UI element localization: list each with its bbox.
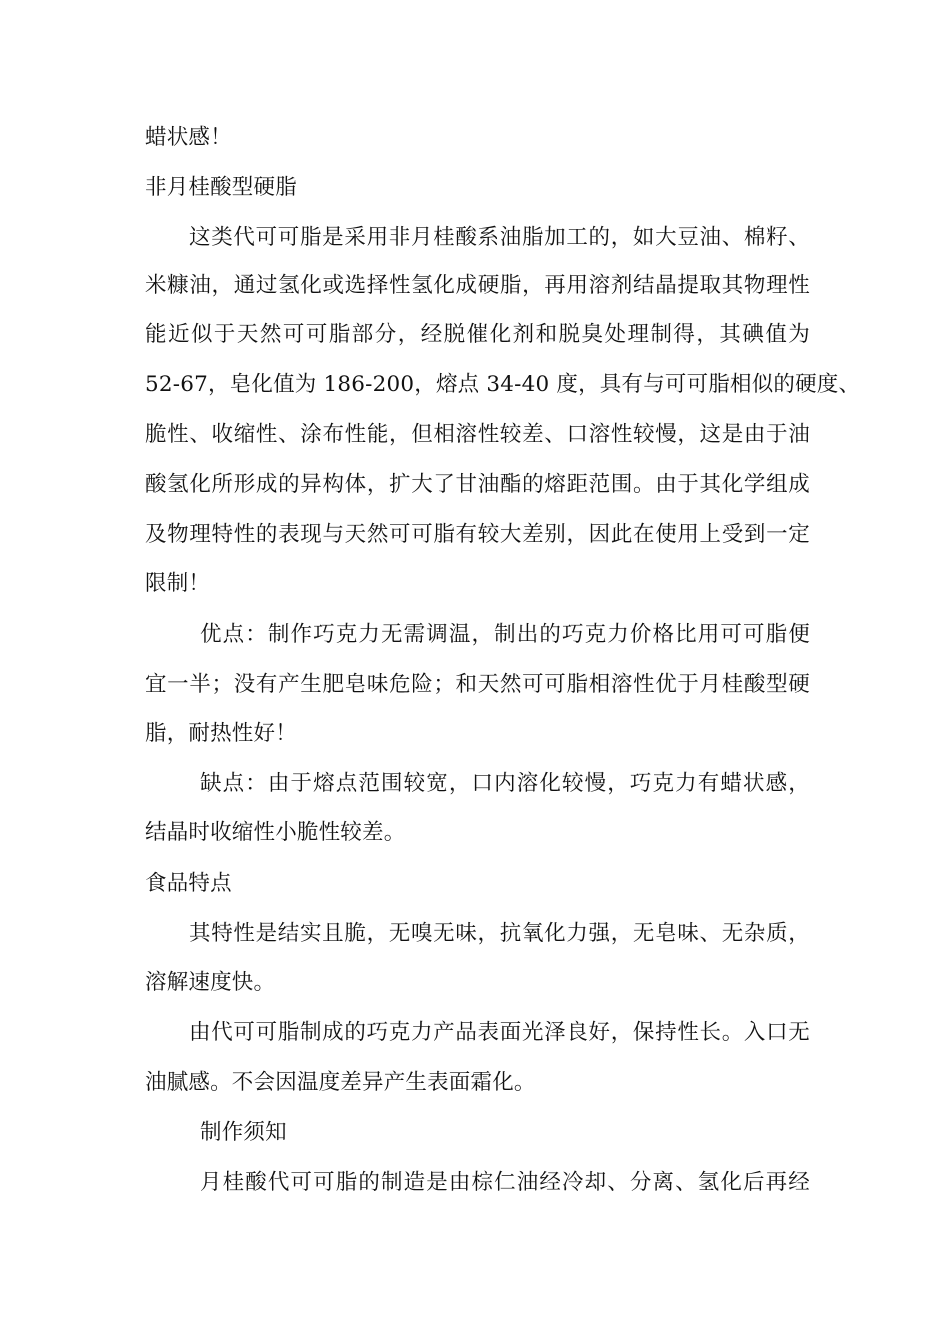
text-line: 优点：制作巧克力无需调温，制出的巧克力价格比用可可脂便 <box>200 622 810 647</box>
text-line: 溶解速度快。 <box>145 970 276 995</box>
text-line: 这类代可可脂是采用非月桂酸系油脂加工的，如大豆油、棉籽、 <box>189 225 810 250</box>
text-line: 蜡状感！ <box>145 125 232 150</box>
text-line: 其特性是结实且脆，无嗅无味，抗氧化力强，无皂味、无杂质， <box>189 921 810 946</box>
text-line: 由代可可脂制成的巧克力产品表面光泽良好，保持性长。入口无 <box>189 1020 810 1045</box>
text-line: 52-67，皂化值为 186-200，熔点 34-40 度，具有与可可脂相似的硬度、 <box>145 372 861 397</box>
text-line: 能近似于天然可可脂部分，经脱催化剂和脱臭处理制得，其碘值为 <box>145 322 810 347</box>
text-line: 脆性、收缩性、涂布性能，但相溶性较差、口溶性较慢，这是由于油 <box>145 422 810 447</box>
section-heading: 食品特点 <box>145 871 232 896</box>
section-heading: 制作须知 <box>200 1120 287 1145</box>
text-line: 及物理特性的表现与天然可可脂有较大差别，因此在使用上受到一定 <box>145 522 810 547</box>
text-line: 结晶时收缩性小脆性较差。 <box>145 820 406 845</box>
section-heading: 非月桂酸型硬脂 <box>145 175 297 200</box>
text-line: 限制！ <box>145 571 211 596</box>
text-line: 宜一半；没有产生肥皂味危险；和天然可可脂相溶性优于月桂酸型硬 <box>145 672 810 697</box>
text-line: 油腻感。不会因温度差异产生表面霜化。 <box>145 1070 536 1095</box>
text-line: 酸氢化所形成的异构体，扩大了甘油酯的熔距范围。由于其化学组成 <box>145 472 810 497</box>
text-line: 脂，耐热性好！ <box>145 721 297 746</box>
text-line: 缺点：由于熔点范围较宽，口内溶化较慢，巧克力有蜡状感， <box>200 771 810 796</box>
text-line: 米糠油，通过氢化或选择性氢化成硬脂，再用溶剂结晶提取其物理性 <box>145 273 810 298</box>
text-line: 月桂酸代可可脂的制造是由棕仁油经冷却、分离、氢化后再经 <box>200 1170 810 1195</box>
